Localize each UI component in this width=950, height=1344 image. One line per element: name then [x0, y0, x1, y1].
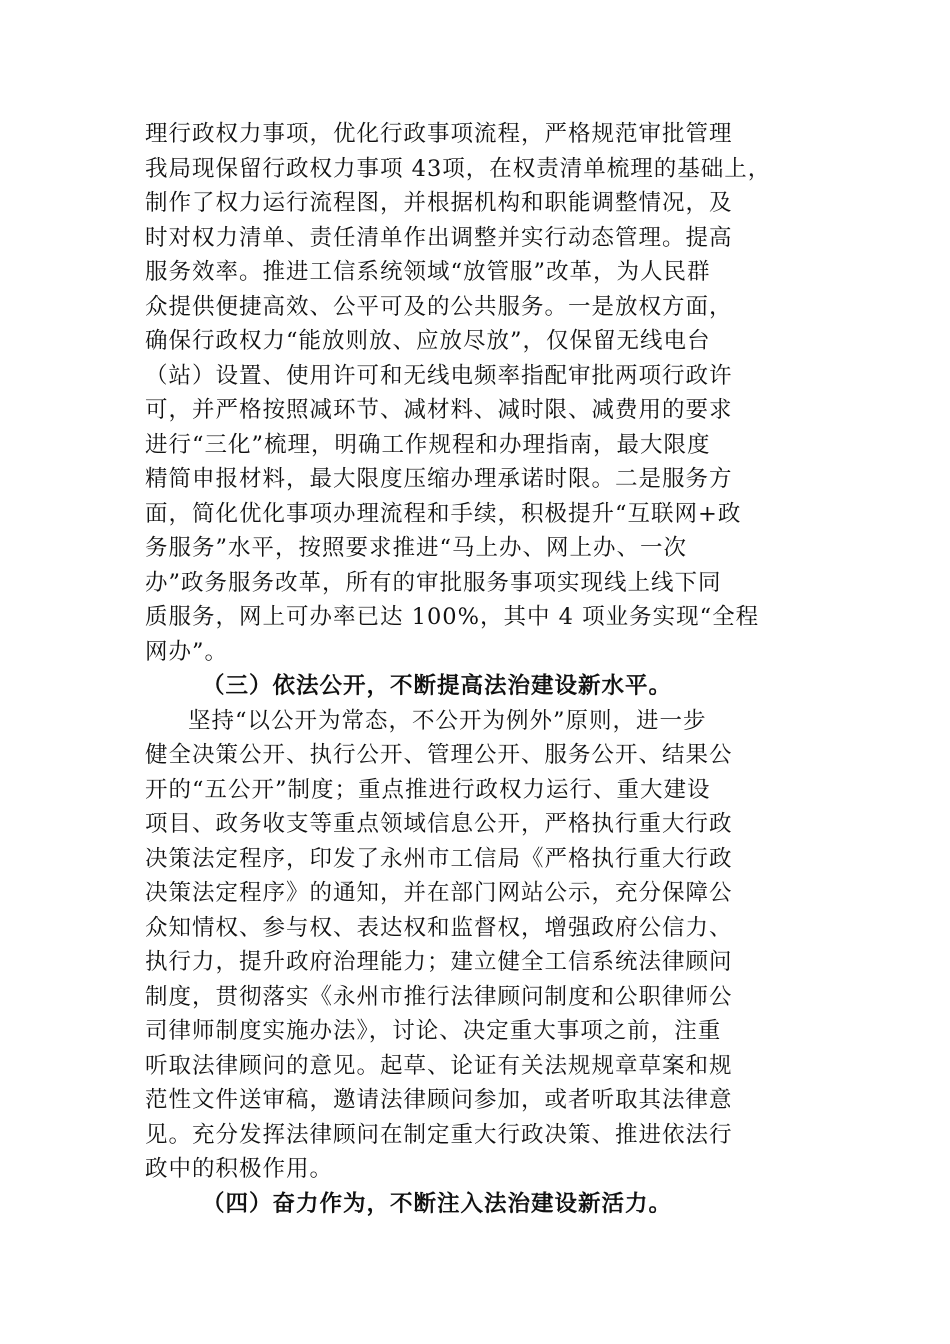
paragraph-line: 开的“五公开”制度；重点推进行政权力运行、重大建设 [145, 776, 711, 803]
paragraph-line: 面，简化优化事项办理流程和手续，积极提升“互联网+政 [145, 500, 742, 527]
paragraph-line: 制作了权力运行流程图，并根据机构和职能调整情况，及 [145, 190, 733, 216]
paragraph-line: 坚持“以公开为常态，不公开为例外”原则，进一步 [188, 707, 707, 734]
paragraph-line: （站）设置、使用许可和无线电频率指配审批两项行政许 [145, 362, 733, 389]
paragraph-line: 精简申报材料，最大限度压缩办理承诺时限。二是服务方 [145, 466, 733, 492]
paragraph-line: 确保行政权力“能放则放、应放尽放”，仅保留无线电台 [145, 328, 711, 354]
paragraph-line: 服务效率。推进工信系统领域“放管服”改革，为人民群 [145, 259, 711, 285]
paragraph-line: 政中的积极作用。 [145, 1156, 334, 1182]
paragraph-line: 司律师制度实施办法》，讨论、决定重大事项之前，注重 [145, 1018, 722, 1044]
paragraph-line: 可，并严格按照减环节、减材料、减时限、减费用的要求 [145, 397, 733, 423]
paragraph-line: 制度，贯彻落实《永州市推行法律顾问制度和公职律师公 [145, 983, 733, 1010]
paragraph-line: 众提供便捷高效、公平可及的公共服务。一是放权方面， [145, 293, 733, 320]
paragraph-line: 听取法律顾问的意见。起草、论证有关法规规章草案和规 [145, 1052, 733, 1079]
section-heading-3: （三）依法公开，不断提高法治建设新水平。 [202, 673, 673, 699]
paragraph-line: 办”政务服务改革，所有的审批服务事项实现线上线下同 [145, 569, 722, 596]
paragraph-line: 时对权力清单、责任清单作出调整并实行动态管理。提高 [145, 224, 733, 251]
paragraph-line: 健全决策公开、执行公开、管理公开、服务公开、结果公 [145, 742, 733, 768]
paragraph-line: 执行力，提升政府治理能力；建立健全工信系统法律顾问 [145, 949, 733, 975]
paragraph-line: 务服务”水平，按照要求推进“马上办、网上办、一次 [145, 535, 688, 561]
paragraph-line: 进行“三化”梳理，明确工作规程和办理指南，最大限度 [145, 431, 711, 458]
paragraph-line: 质服务，网上可办率已达 100%，其中 4 项业务实现“全程 [145, 604, 760, 630]
paragraph-line: 决策法定程序》的通知，并在部门网站公示，充分保障公 [145, 880, 733, 906]
paragraph-line: 见。充分发挥法律顾问在制定重大行政决策、推进依法行 [145, 1121, 733, 1148]
paragraph-line: 众知情权、参与权、表达权和监督权，增强政府公信力、 [145, 914, 733, 941]
paragraph-line: 网办”。 [145, 638, 229, 665]
paragraph-line: 项目、政务收支等重点领域信息公开，严格执行重大行政 [145, 811, 733, 837]
document-body [145, 117, 820, 1221]
paragraph-line: 范性文件送审稿，邀请法律顾问参加，或者听取其法律意 [145, 1087, 733, 1113]
paragraph-line: 决策法定程序，印发了永州市工信局《严格执行重大行政 [145, 845, 733, 872]
section-heading-4: （四）奋力作为，不断注入法治建设新活力。 [202, 1190, 673, 1217]
paragraph-line: 理行政权力事项，优化行政事项流程，严格规范审批管理 [145, 121, 733, 147]
paragraph-line: 我局现保留行政权力事项 43项，在权责清单梳理的基础上， [145, 155, 772, 182]
